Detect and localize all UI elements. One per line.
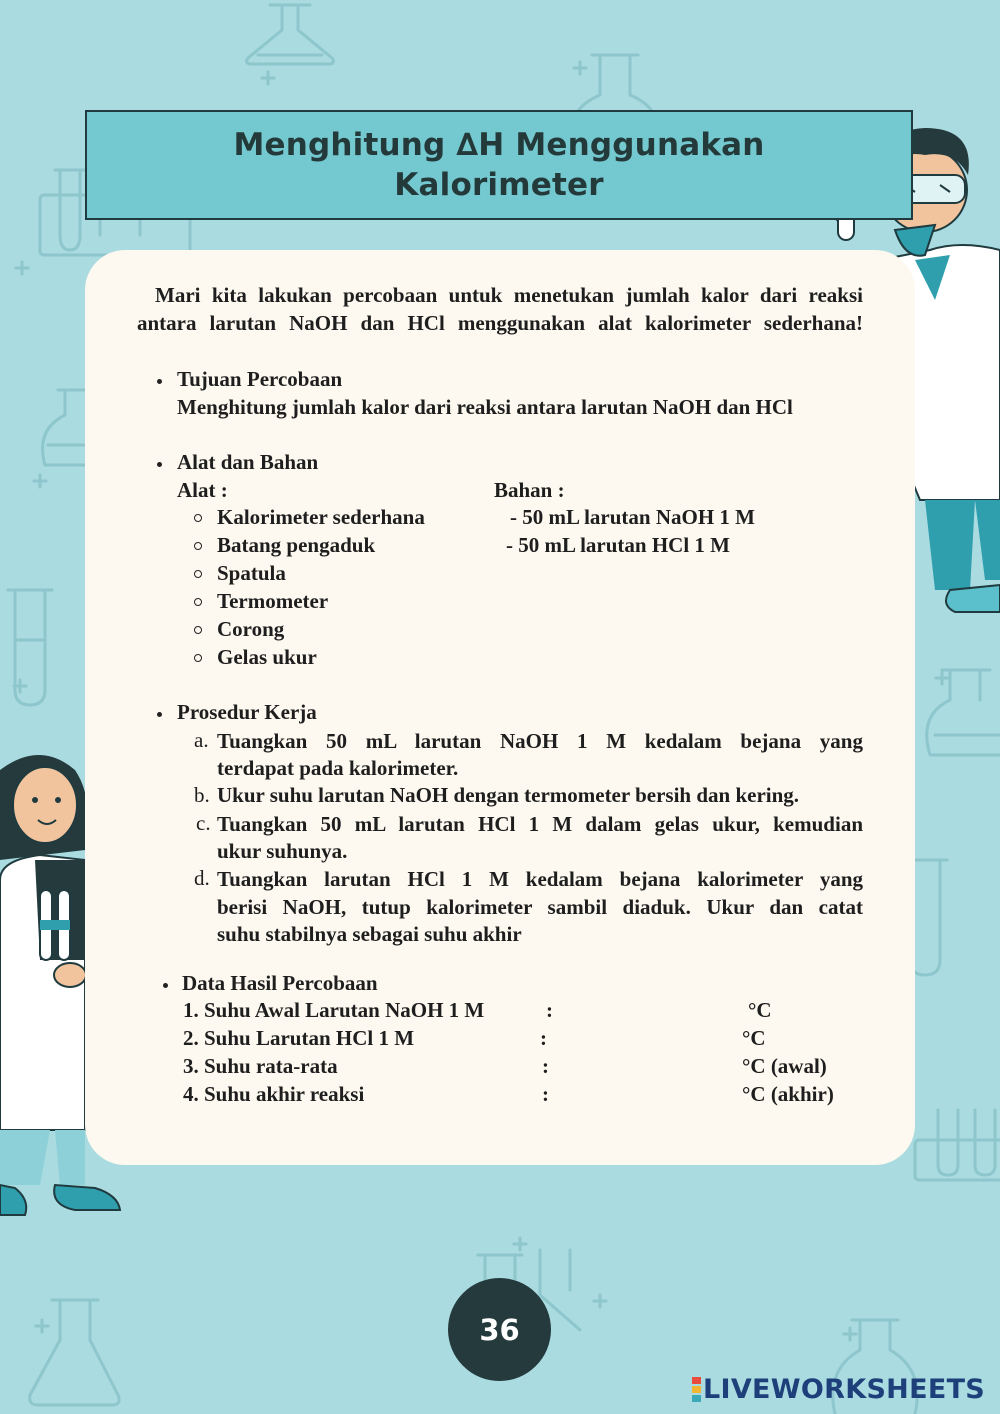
bahan-item: - 50 mL larutan NaOH 1 M — [510, 505, 755, 529]
data-row-colon: : — [540, 1026, 547, 1050]
data-row-label: 2. Suhu Larutan HCl 1 M — [183, 1026, 415, 1050]
page-title-line-1: Menghitung ∆H Menggunakan — [233, 127, 765, 163]
data-row-colon: : — [546, 998, 553, 1022]
section-heading-tujuan: Tujuan Percobaan — [177, 367, 343, 391]
round-flask-icon — [927, 670, 1000, 755]
test-tube-rack-icon — [915, 1110, 1000, 1180]
data-row-unit: °C (awal) — [742, 1054, 827, 1078]
step-b-line-1: Ukur suhu larutan NaOH dengan termometer bersih dan kering. — [217, 783, 800, 807]
step-d-line-3: suhu stabilnya sebagai suhu akhir — [217, 922, 522, 946]
bullet-icon — [163, 983, 168, 988]
section-heading-prosedur: Prosedur Kerja — [177, 700, 317, 724]
page-title-line-2: Kalorimeter — [394, 167, 604, 203]
bullet-icon — [157, 462, 162, 467]
data-row-colon: : — [542, 1082, 549, 1106]
section-heading-data: Data Hasil Percobaan — [182, 971, 378, 995]
step-a-line-2: terdapat pada kalorimeter. — [217, 756, 459, 780]
step-marker: c. — [196, 811, 211, 835]
bahan-label: Bahan : — [494, 478, 565, 502]
circle-bullet-icon — [194, 514, 202, 522]
alat-item: Batang pengaduk — [217, 533, 376, 557]
step-marker: d. — [194, 866, 210, 890]
alat-item: Corong — [217, 617, 285, 641]
step-c-line-1: Tuangkan 50 mL larutan HCl 1 M dalam gelas ukur, kemudian — [217, 812, 863, 836]
alat-label: Alat : — [177, 478, 228, 502]
flask-icon — [30, 1300, 119, 1405]
alat-item: Gelas ukur — [217, 645, 317, 669]
step-a-line-1: Tuangkan 50 mL larutan NaOH 1 M kedalam bejana yang — [217, 729, 863, 753]
bullet-icon — [157, 712, 162, 717]
data-row-unit: °C — [742, 1026, 766, 1050]
alat-item: Termometer — [217, 589, 329, 613]
circle-bullet-icon — [194, 626, 202, 634]
test-tube-icon — [8, 590, 52, 705]
data-row-label: 3. Suhu rata-rata — [183, 1054, 338, 1078]
alat-item: Spatula — [217, 561, 286, 585]
bahan-item: - 50 mL larutan HCl 1 M — [506, 533, 730, 557]
step-c-line-2: ukur suhunya. — [217, 839, 348, 863]
circle-bullet-icon — [194, 654, 202, 662]
data-row-colon: : — [542, 1054, 549, 1078]
step-marker: a. — [194, 728, 209, 752]
step-d-line-2: berisi NaOH, tutup kalorimeter sambil diaduk. Ukur dan catat — [217, 895, 863, 919]
circle-bullet-icon — [194, 598, 202, 606]
liveworksheets-mark-icon — [692, 1376, 701, 1403]
page-number-badge: 36 — [448, 1278, 551, 1381]
data-row-label: 4. Suhu akhir reaksi — [183, 1082, 365, 1106]
title-banner — [85, 110, 913, 220]
data-row-unit: °C (akhir) — [742, 1082, 834, 1106]
data-row-label: 1. Suhu Awal Larutan NaOH 1 M — [183, 998, 485, 1022]
intro-line-2: antara larutan NaOH dan HCl menggunakan alat kalorimeter sederhana! — [137, 311, 863, 335]
tujuan-text: Menghitung jumlah kalor dari reaksi antara larutan NaOH dan HCl — [177, 395, 793, 419]
step-d-line-1: Tuangkan larutan HCl 1 M kedalam bejana kalorimeter yang — [217, 867, 863, 891]
brand-name: LIVEWORKSHEETS — [703, 1374, 986, 1405]
intro-line-1: Mari kita lakukan percobaan untuk menetukan jumlah kalor dari reaksi — [155, 283, 863, 307]
flask-icon — [247, 5, 334, 64]
circle-bullet-icon — [194, 542, 202, 550]
alat-item: Kalorimeter sederhana — [217, 505, 425, 529]
bullet-icon — [157, 379, 162, 384]
section-heading-alat-bahan: Alat dan Bahan — [177, 450, 319, 474]
circle-bullet-icon — [194, 570, 202, 578]
step-marker: b. — [194, 783, 210, 807]
data-row-unit: °C — [748, 998, 772, 1022]
liveworksheets-logo — [692, 1374, 985, 1405]
